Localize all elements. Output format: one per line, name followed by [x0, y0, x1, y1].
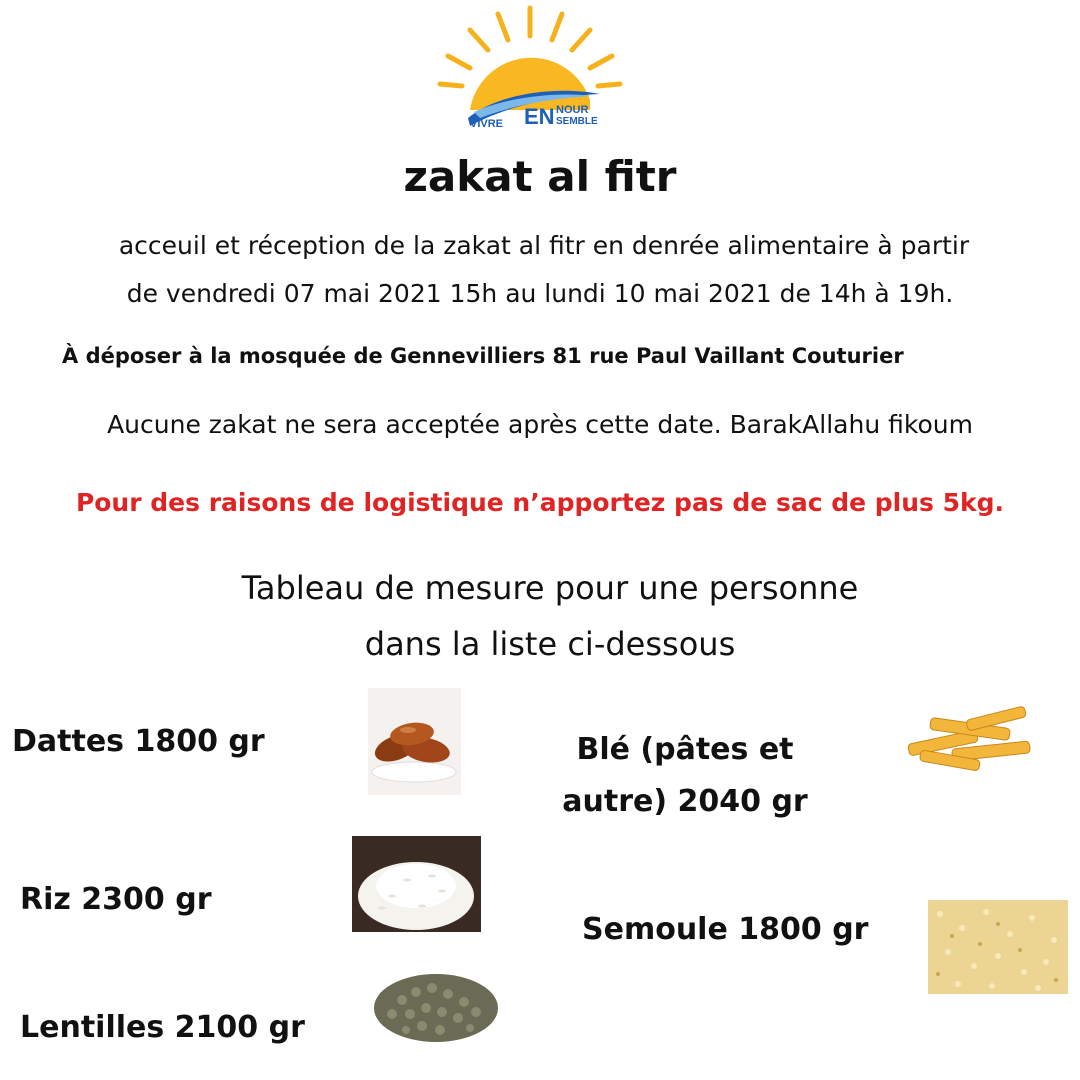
item-dattes: Dattes 1800 gr: [12, 724, 265, 759]
dates-icon: [368, 688, 461, 795]
item-riz: Riz 2300 gr: [20, 882, 212, 917]
table-heading-line-2: dans la liste ci-dessous: [364, 625, 736, 663]
table-heading-line-1: Tableau de mesure pour une personne: [241, 569, 859, 607]
item-ble-line-2: autre) 2040 gr: [562, 784, 808, 819]
semolina-image: [928, 900, 1068, 994]
intro-line-2: de vendredi 07 mai 2021 15h au lundi 10 mai 2021 de 14h à 19h.: [126, 279, 954, 308]
intro-line-1: acceuil et réception de la zakat al fitr en denrée alimentaire à partir: [118, 231, 970, 260]
table-heading: [0, 560, 1080, 672]
association-logo: [430, 0, 630, 135]
logistics-warning: Pour des raisons de logistique n’apportez pas de sac de plus 5kg.: [75, 488, 1005, 517]
logo-text-nour: NOUR: [556, 104, 589, 116]
dates-image: [368, 688, 461, 795]
item-ble: [540, 724, 830, 828]
item-ble-line-1: Blé (pâtes et: [576, 732, 794, 767]
rice-icon: [352, 836, 481, 932]
pasta-icon: [900, 705, 1040, 785]
logo-text-semble: SEMBLE: [556, 116, 598, 127]
logo-text-en: EN: [524, 104, 555, 129]
rice-image: [352, 836, 481, 932]
item-lentilles: Lentilles 2100 gr: [20, 1010, 305, 1045]
pasta-image: [900, 705, 1040, 785]
page-title: zakat al fitr: [403, 152, 677, 201]
logo-text-vivre: VIVRE: [470, 118, 504, 130]
deadline-notice: Aucune zakat ne sera acceptée après cette date. BarakAllahu fikoum: [107, 410, 973, 439]
item-semoule: Semoule 1800 gr: [582, 912, 869, 947]
lentils-icon: [352, 952, 520, 1060]
semolina-icon: [928, 900, 1068, 994]
lentils-image: [352, 952, 520, 1060]
deposit-address: À déposer à la mosquée de Gennevilliers 81 rue Paul Vaillant Couturier: [62, 344, 904, 368]
